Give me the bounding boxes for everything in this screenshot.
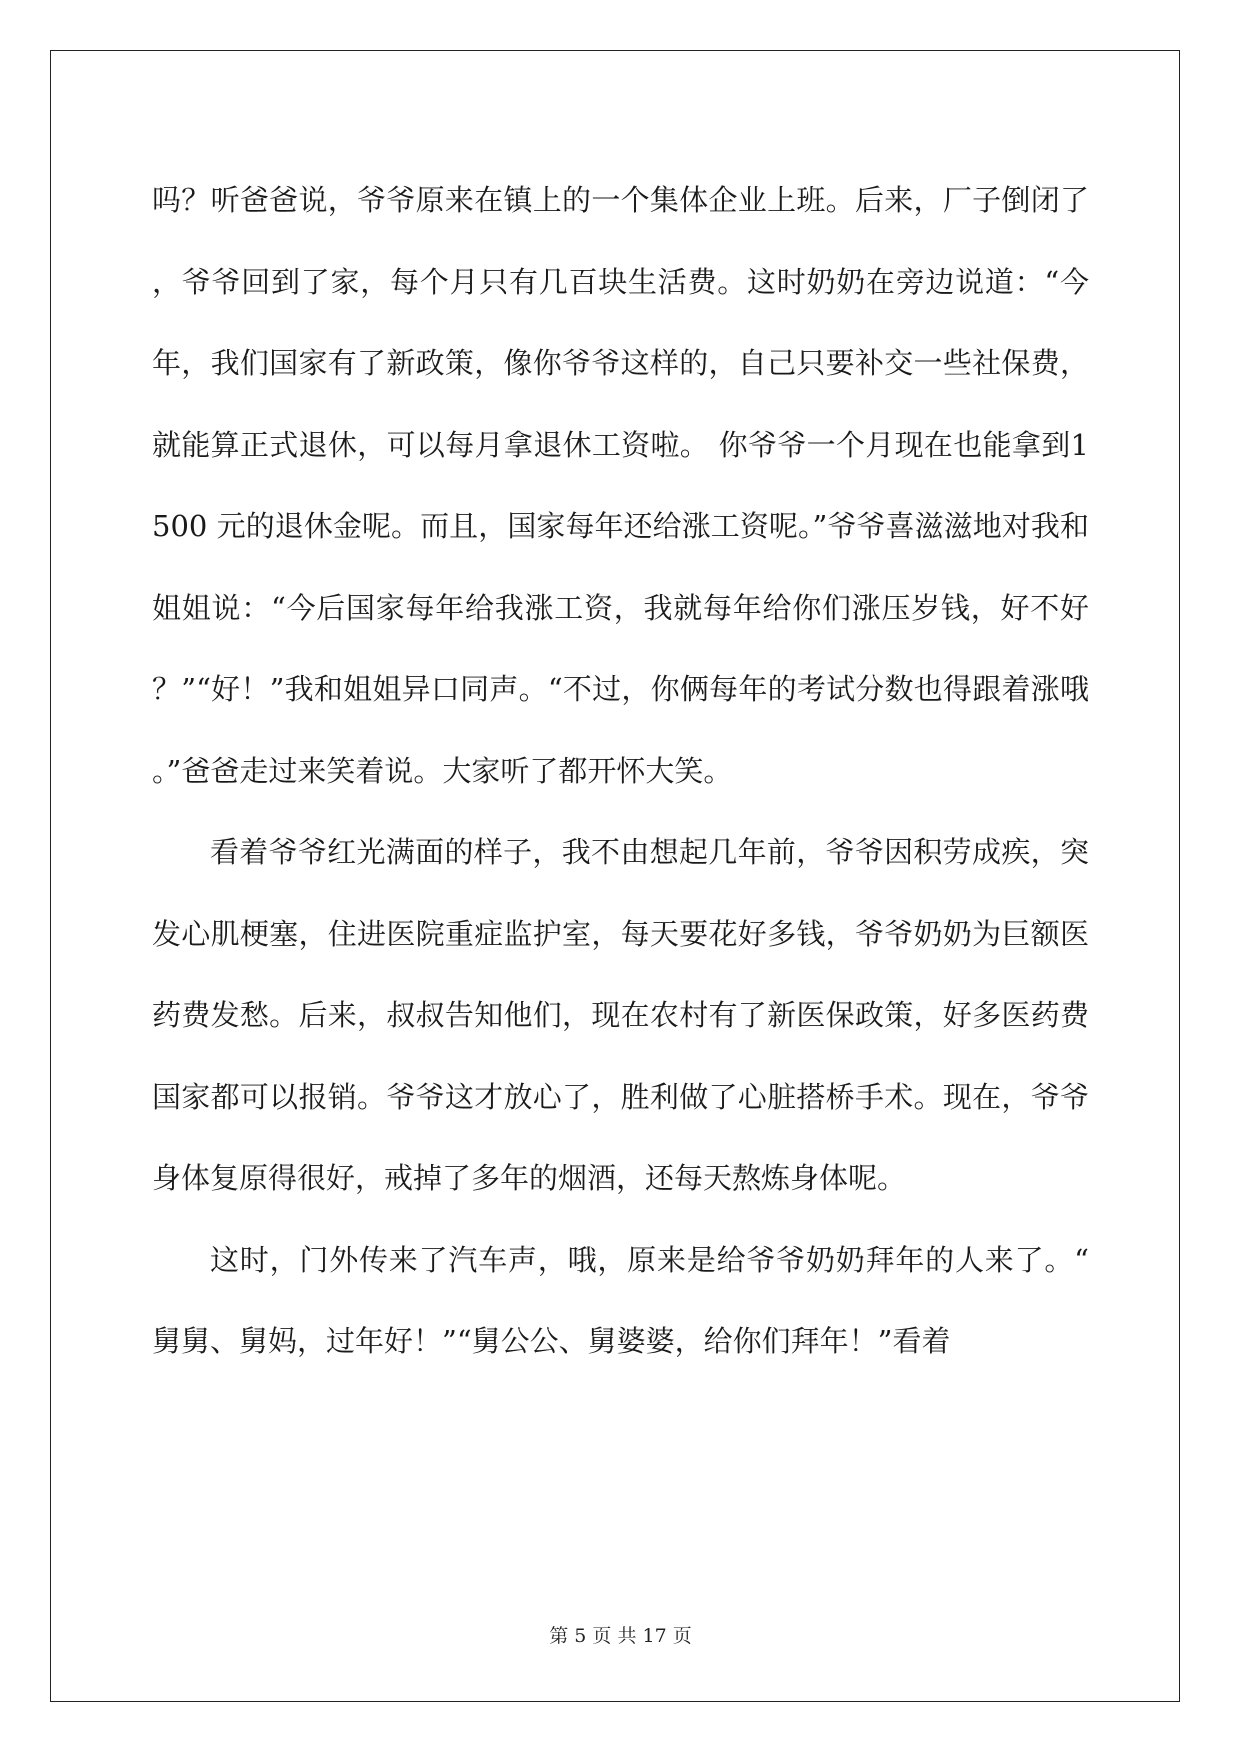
paragraph-2: 看着爷爷红光满面的样子，我不由想起几年前，爷爷因积劳成疾，突发心肌梗塞，住进医院重症监护室，每天要花好多钱，爷爷奶奶为巨额医药费发愁。后来，叔叔告知他们，现在农村有了新医保政策，好多医药费国家都可以报销。爷爷这才放心了，胜利做了心脏搭桥手术。现在，爷爷身体复原得很好，戒掉了多年的烟酒，还每天熬炼身体呢。 xyxy=(152,835,1089,1195)
paragraph-1: 吗？听爸爸说，爷爷原来在镇上的一个集体企业上班。后来，厂子倒闭了，爷爷回到了家，每个月只有几百块生活费。这时奶奶在旁边说道：“今年，我们国家有了新政策，像你爷爷这样的，自己只要补交一些社保费，就能算正式退休，可以每月拿退休工资啦。 你爷爷一个月现在也能拿到1500 元的退休金呢。而且，国家每年还给涨工资呢。”爷爷喜滋滋地对我和姐姐说：“今后国家每年给我涨工资，我就每年给你们涨压岁钱，好不好？”“好！”我和姐姐异口同声。“不过，你俩每年的考试分数也得跟着涨哦。”爸爸走过来笑着说。大家听了都开怀大笑。 xyxy=(152,183,1089,788)
document-body xyxy=(152,160,1089,1383)
page-number-footer: 第 5 页 共 17 页 xyxy=(549,1625,692,1647)
paragraph-3: 这时，门外传来了汽车声，哦，原来是给爷爷奶奶拜年的人来了。“舅舅、舅妈，过年好！”“舅公公、舅婆婆，给你们拜年！”看着 xyxy=(152,1242,1089,1358)
